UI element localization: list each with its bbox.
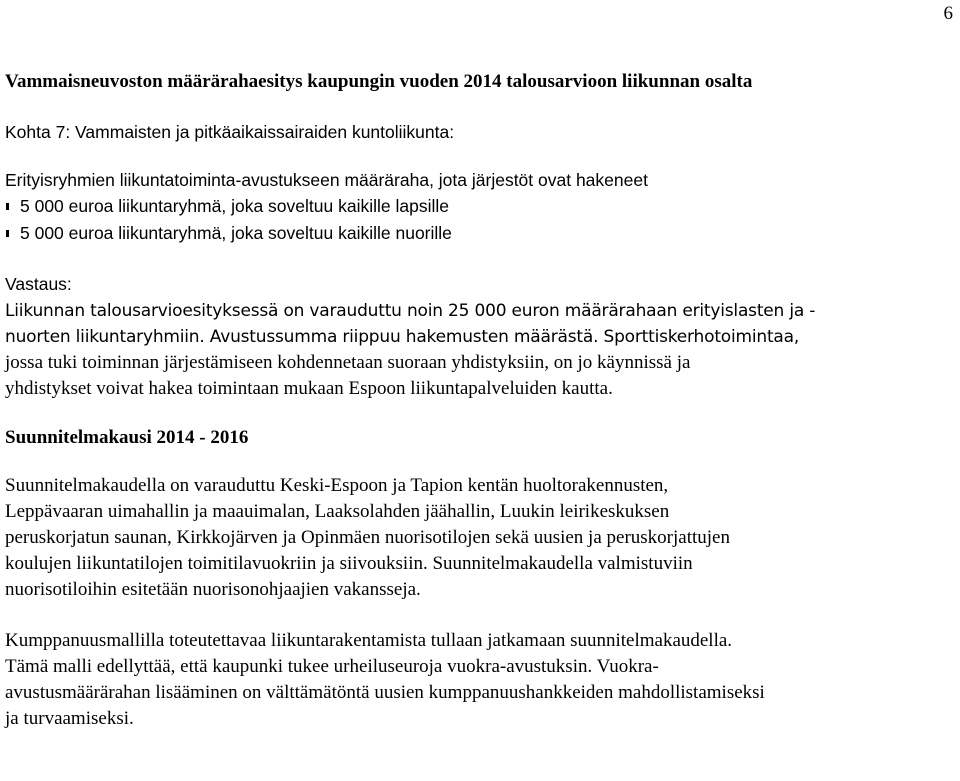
answer-line: Liikunnan talousarvioesityksessä on varauduttu noin 25 000 euron määrärahaan erityislasten ja - (5, 300, 816, 321)
answer-line: jossa tuki toiminnan järjestämiseen kohdennetaan suoraan yhdistyksiin, on jo käynnissä ja (5, 351, 691, 373)
answer-line: nuorten liikuntaryhmiin. Avustussumma riippuu hakemusten määrästä. Sporttiskerhotoimintaa, (5, 326, 800, 347)
bullet-item: 5 000 euroa liikuntaryhmä, joka soveltuu kaikille nuorille (5, 220, 951, 247)
plan-text (5, 473, 951, 603)
answer-text-serif (5, 350, 951, 402)
bullet-icon (6, 203, 9, 210)
item-heading (5, 119, 951, 146)
partnership-line: ja turvaamiseksi. (5, 707, 134, 729)
plan-line: Leppävaaran uimahallin ja maauimalan, Laaksolahden jäähallin, Luukin leirikeskuksen (5, 500, 670, 522)
document-body (5, 67, 951, 732)
plan-line: peruskorjatun saunan, Kirkkojärven ja Opinmäen nuorisotilojen sekä uusien ja peruskorjattujen (5, 526, 730, 548)
plan-heading: Suunnitelmakausi 2014 - 2016 (5, 426, 249, 448)
answer-section (5, 271, 951, 298)
bullet-item: 5 000 euroa liikuntaryhmä, joka soveltuu kaikille lapsille (5, 193, 951, 220)
partnership-line: Tämä malli edellyttää, että kaupunki tukee urheiluseuroja vuokra-avustuksin. Vuokra- (5, 655, 659, 677)
bullet-icon (6, 230, 9, 237)
plan-section (5, 424, 951, 603)
item-label: Kohta 7: Vammaisten ja pitkäaikaissairaiden kuntoliikunta: (5, 122, 455, 142)
plan-line: koulujen liikuntatilojen toimitilavuokriin ja siivouksiin. Suunnitelmakaudella valmistuviin (5, 552, 693, 574)
partnership-section (5, 628, 951, 732)
request-section (5, 167, 951, 247)
page-number: 6 (943, 3, 953, 24)
answer-label: Vastaus: (5, 274, 72, 294)
answer-line: yhdistykset voivat hakea toimintaan mukaan Espoon liikuntapalveluiden kautta. (5, 377, 613, 399)
plan-line: nuorisotiloihin esitetään nuorisonohjaajien vakansseja. (5, 578, 421, 600)
partnership-line: avustusmäärärahan lisääminen on välttämätöntä uusien kumppanuushankkeiden mahdollistamiseksi (5, 681, 765, 703)
answer-text (5, 298, 951, 350)
request-intro: Erityisryhmien liikuntatoiminta-avustukseen määräraha, jota järjestöt ovat hakeneet (5, 169, 648, 190)
plan-line: Suunnitelmakaudella on varauduttu Keski-Espoon ja Tapion kentän huoltorakennusten, (5, 474, 669, 496)
partnership-line: Kumppanuusmallilla toteutettavaa liikuntarakentamista tullaan jatkamaan suunnitelmakaudella. (5, 629, 733, 651)
document-title: Vammaisneuvoston määrärahaesitys kaupungin vuoden 2014 talousarvioon liikunnan osalta (5, 71, 753, 92)
